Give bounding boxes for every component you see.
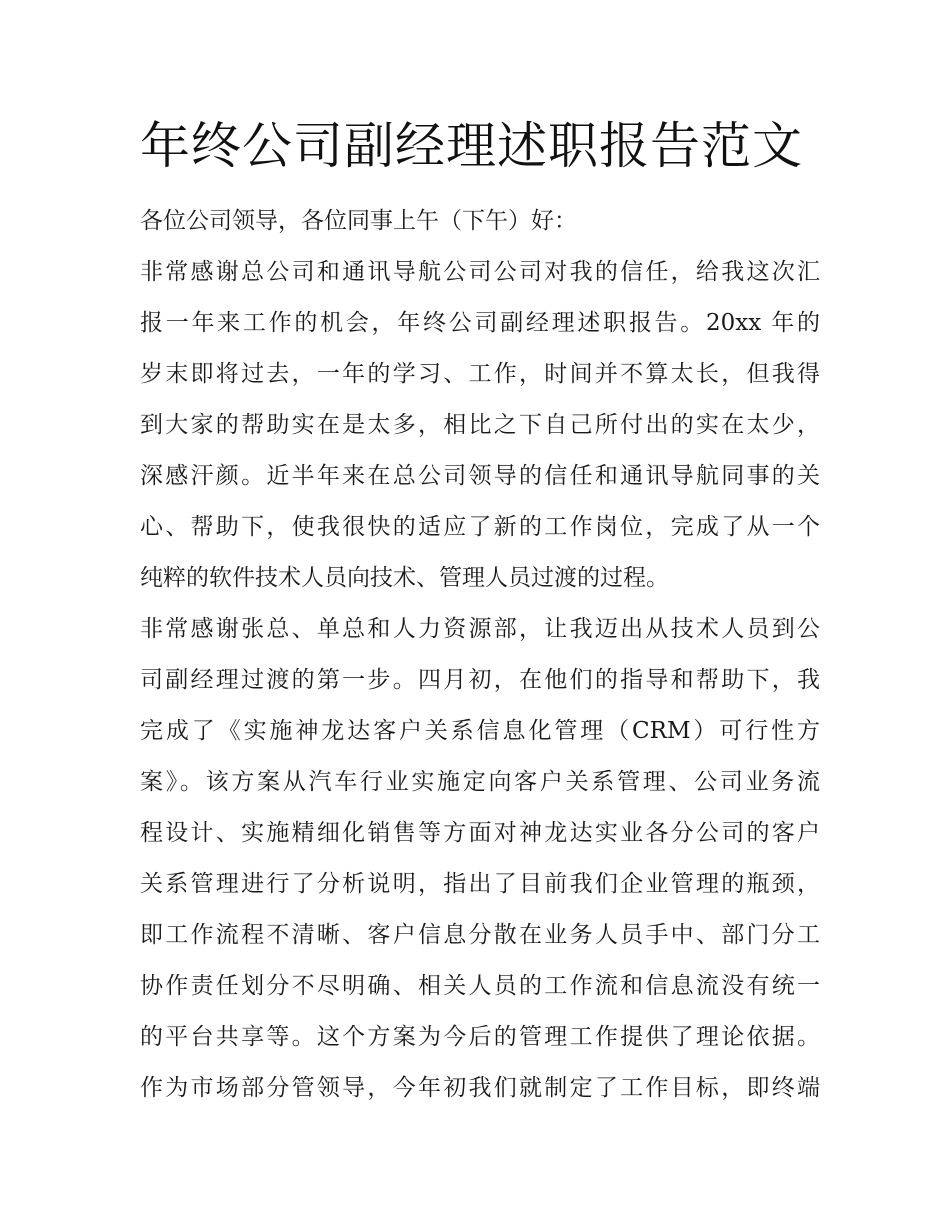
body-line: 即工作流程不清晰、客户信息分散在业务人员手中、部门分工 (140, 922, 820, 948)
body-line: 作为市场部分管领导，今年初我们就制定了工作目标，即终端 (140, 1075, 820, 1101)
document-title: 年终公司副经理述职报告范文 (140, 117, 803, 175)
body-line: 的平台共享等。这个方案为今后的管理工作提供了理论依据。 (140, 1024, 820, 1050)
body-line: 关系管理进行了分析说明，指出了目前我们企业管理的瓶颈， (140, 871, 820, 897)
body-line: 程设计、实施精细化销售等方面对神龙达实业各分公司的客户 (140, 820, 820, 846)
body-line: 完成了《实施神龙达客户关系信息化管理（CRM）可行性方 (140, 718, 820, 744)
body-line: 协作责任划分不尽明确、相关人员的工作流和信息流没有统一 (140, 973, 820, 999)
body-line: 案》。该方案从汽车行业实施定向客户关系管理、公司业务流 (140, 769, 820, 795)
body-line: 非常感谢张总、单总和人力资源部，让我迈出从技术人员到公 (140, 616, 820, 642)
body-line: 岁末即将过去，一年的学习、工作，时间并不算太长，但我得 (140, 361, 820, 387)
body-line: 纯粹的软件技术人员向技术、管理人员过渡的过程。 (140, 565, 669, 591)
body-line: 到大家的帮助实在是太多，相比之下自己所付出的实在太少， (140, 412, 820, 438)
body-line: 非常感谢总公司和通讯导航公司公司对我的信任，给我这次汇 (140, 259, 820, 285)
body-line: 报一年来工作的机会，年终公司副经理述职报告。20xx 年的 (140, 310, 820, 336)
body-line: 深感汗颜。近半年来在总公司领导的信任和通讯导航同事的关 (140, 463, 820, 489)
greeting-line: 各位公司领导，各位同事上午（下午）好： (140, 208, 577, 234)
body-line: 心、帮助下，使我很快的适应了新的工作岗位，完成了从一个 (140, 514, 820, 540)
body-line: 司副经理过渡的第一步。四月初，在他们的指导和帮助下，我 (140, 667, 820, 693)
